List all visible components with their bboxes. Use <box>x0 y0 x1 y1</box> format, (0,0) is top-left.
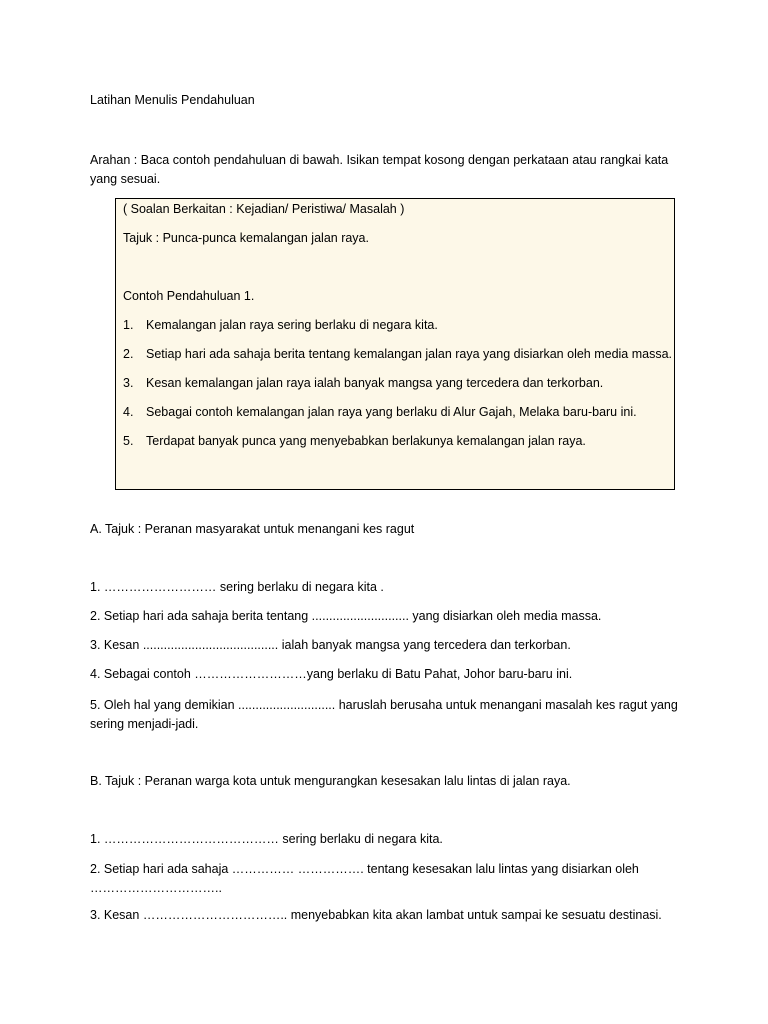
example-item-number: 4. <box>123 405 134 419</box>
section-a-heading: A. Tajuk : Peranan masyarakat untuk menangani kes ragut <box>90 522 415 536</box>
example-topic: Tajuk : Punca-punca kemalangan jalan raya. <box>123 231 369 245</box>
section-b-item: 3. Kesan …………………………….. menyebabkan kita akan lambat untuk sampai ke sesuatu destinasi. <box>90 908 662 922</box>
section-b-item: 2. Setiap hari ada sahaja …………… ……………. tentang kesesakan lalu lintas yang disiarkan oleh ………………………….. <box>90 862 639 895</box>
section-a-item: 3. Kesan ....................................... ialah banyak mangsa yang tercedera dan terkorban. <box>90 638 571 652</box>
section-a-item: 2. Setiap hari ada sahaja berita tentang ............................ yang disiarkan oleh media massa. <box>90 609 602 623</box>
example-category: ( Soalan Berkaitan : Kejadian/ Peristiwa/ Masalah ) <box>123 202 405 216</box>
example-item-number: 5. <box>123 434 134 448</box>
example-item <box>123 318 438 332</box>
example-item <box>123 376 603 390</box>
example-item-number: 3. <box>123 376 134 390</box>
example-item-text: Setiap hari ada sahaja berita tentang kemalangan jalan raya yang disiarkan oleh media massa. <box>146 347 673 361</box>
example-item-text: Terdapat banyak punca yang menyebabkan berlakunya kemalangan jalan raya. <box>146 434 586 448</box>
example-box <box>115 198 675 490</box>
example-item <box>123 347 672 361</box>
example-heading: Contoh Pendahuluan 1. <box>123 289 255 303</box>
instruction-text: Arahan : Baca contoh pendahuluan di bawah. Isikan tempat kosong dengan perkataan atau rangkai kata yang sesuai. <box>90 153 669 186</box>
section-a-item: 4. Sebagai contoh ………………………yang berlaku di Batu Pahat, Johor baru-baru ini. <box>90 667 573 681</box>
section-b-item: 1. …………………………………… sering berlaku di negara kita. <box>90 832 443 846</box>
example-item-number: 2. <box>123 347 134 361</box>
section-a-item: 5. Oleh hal yang demikian ............................ haruslah berusaha untuk menangani masalah kes ragut yang sering menjadi-jadi. <box>90 698 678 731</box>
example-item <box>123 405 637 419</box>
page-title: Latihan Menulis Pendahuluan <box>90 93 255 107</box>
example-item <box>123 434 586 448</box>
example-item-number: 1. <box>123 318 134 332</box>
section-a-item: 1. ……………………… sering berlaku di negara kita . <box>90 580 384 594</box>
example-item-text: Sebagai contoh kemalangan jalan raya yang berlaku di Alur Gajah, Melaka baru-baru ini. <box>146 405 637 419</box>
section-b-heading: B. Tajuk : Peranan warga kota untuk mengurangkan kesesakan lalu lintas di jalan raya. <box>90 774 571 788</box>
example-item-text: Kesan kemalangan jalan raya ialah banyak mangsa yang tercedera dan terkorban. <box>146 376 604 390</box>
example-item-text: Kemalangan jalan raya sering berlaku di negara kita. <box>146 318 438 332</box>
